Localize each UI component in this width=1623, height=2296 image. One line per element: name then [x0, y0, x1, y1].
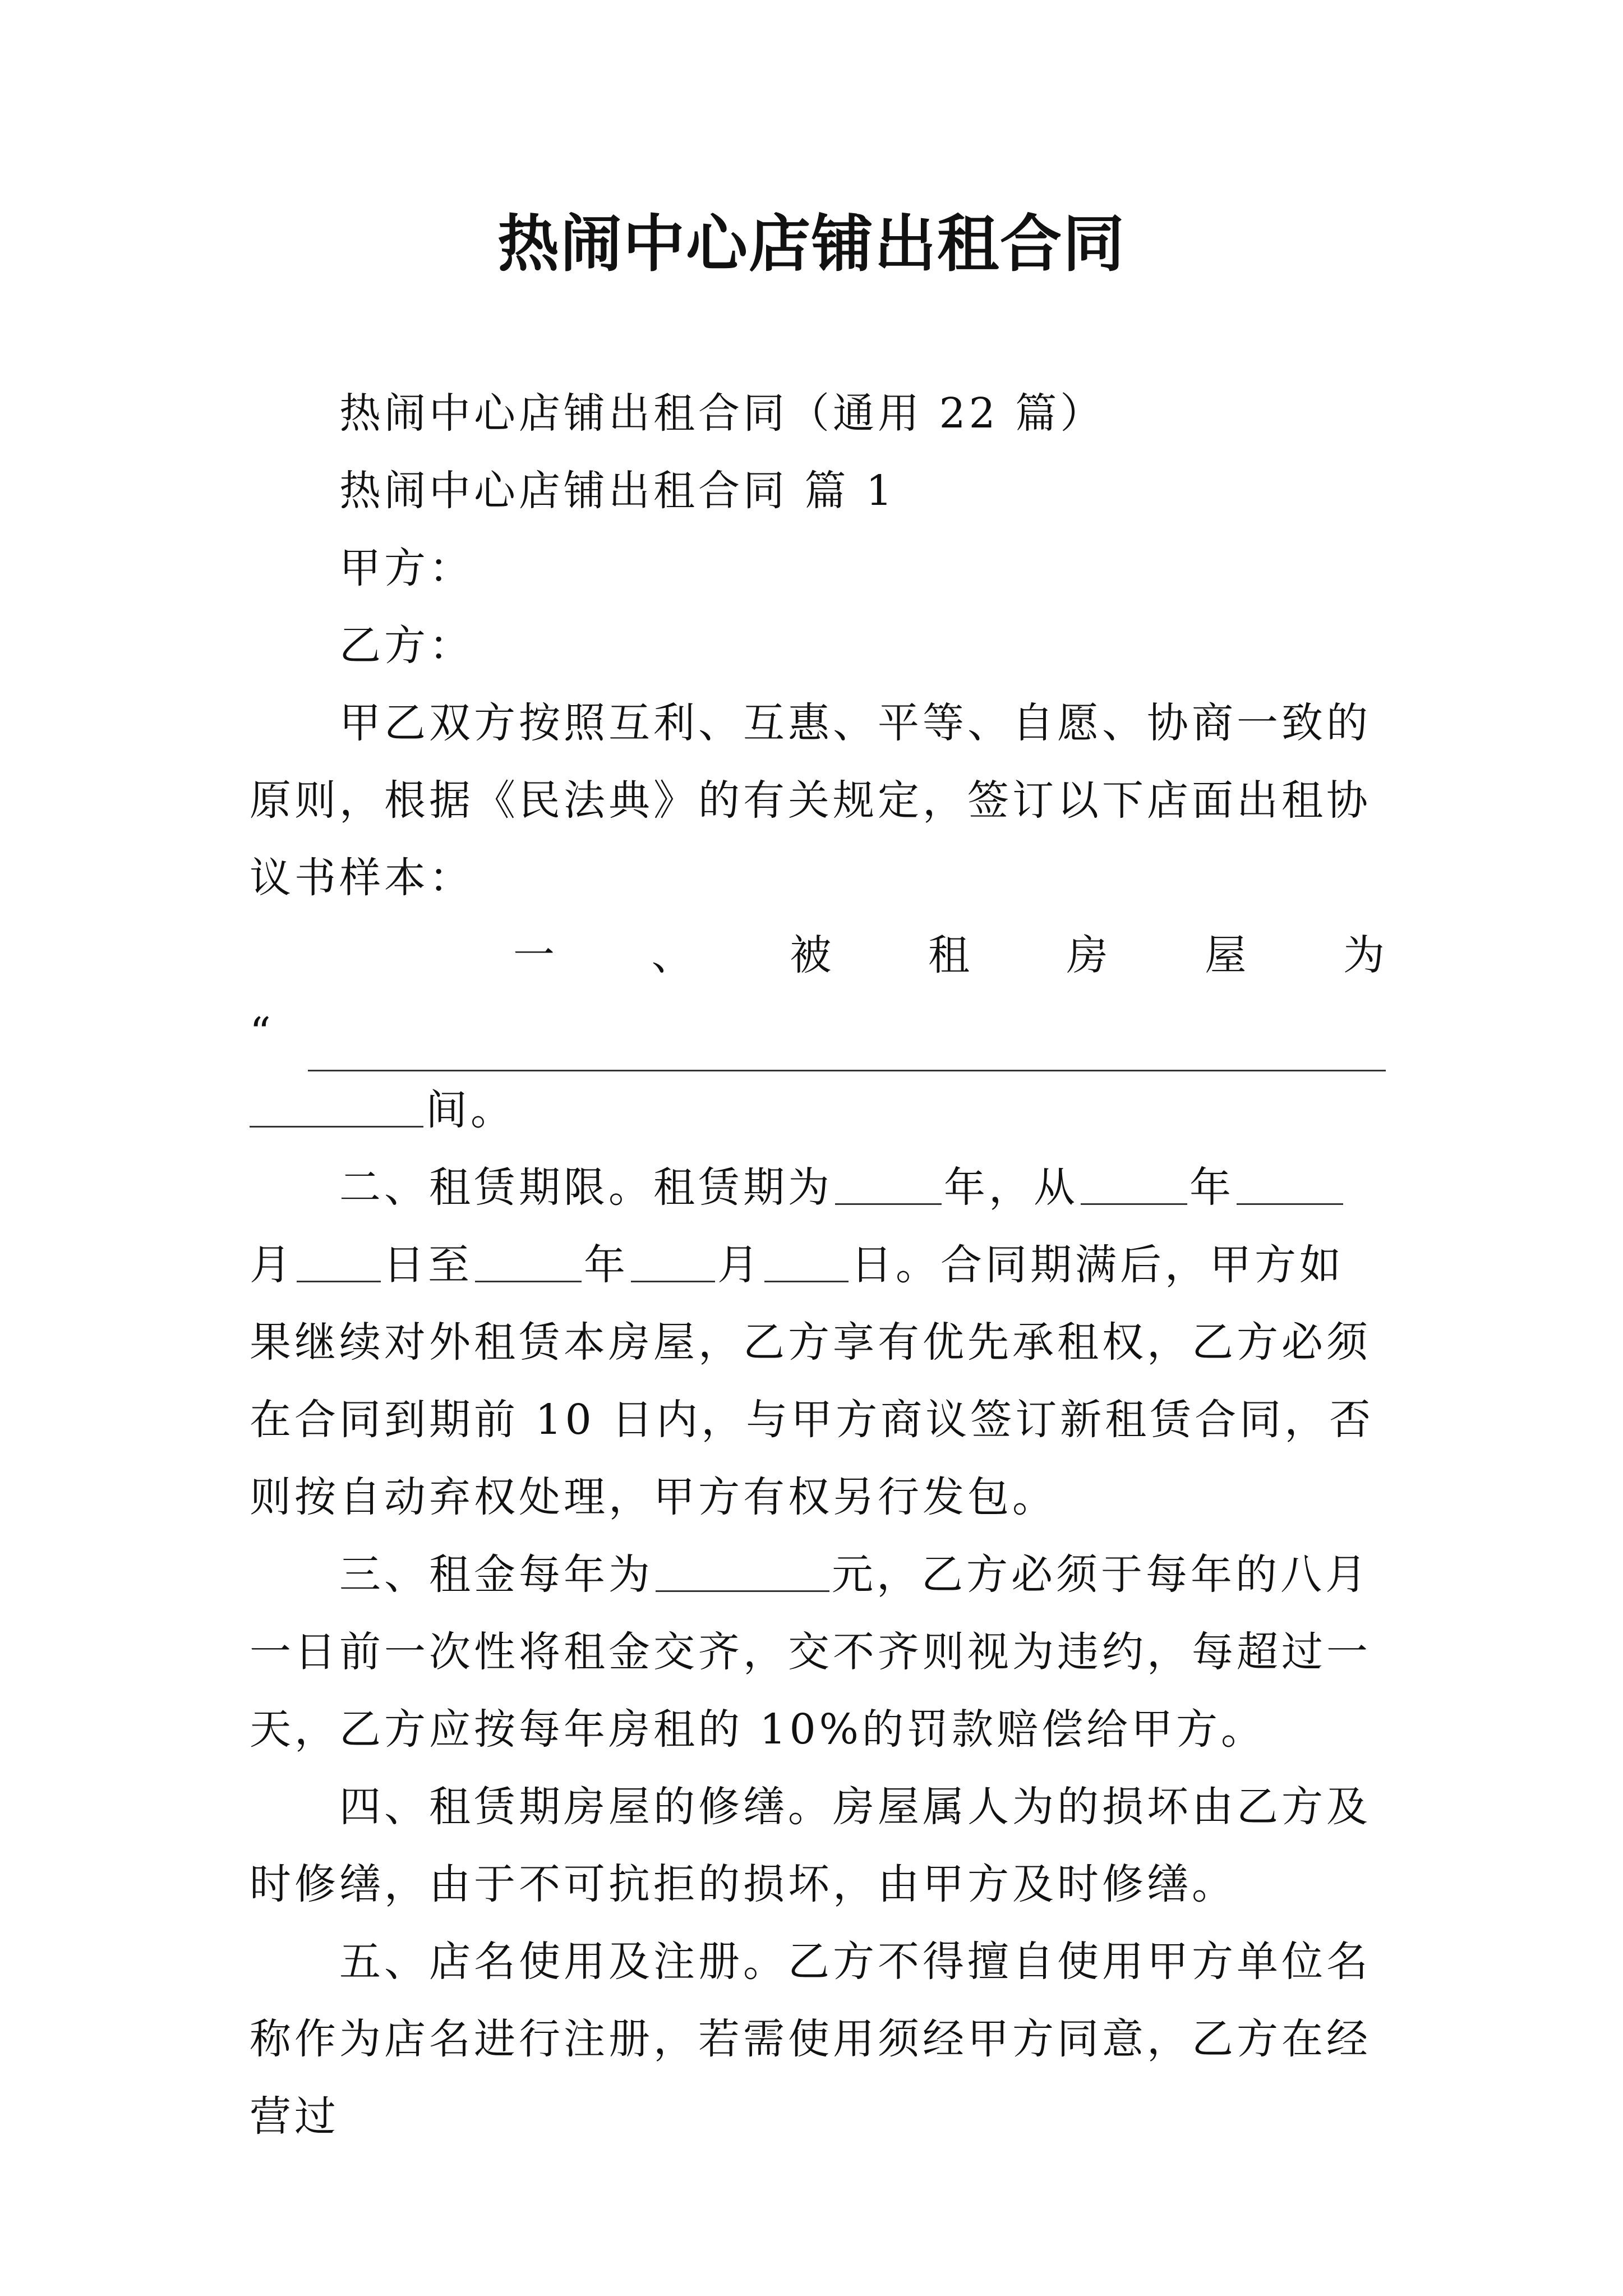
- clause-1-tail: 间。: [426, 1086, 515, 1134]
- clause-5: 五、店名使用及注册。乙方不得擅自使用甲方单位名称作为店名进行注册，若需使用须经甲方同意，乙方在经营过: [250, 1938, 1371, 2141]
- clause-3-blank-rent: [656, 1549, 829, 1592]
- clause-2: [250, 1149, 1388, 1536]
- party-a-label: 甲方：: [339, 544, 474, 592]
- clause-1-quote-mark: “: [250, 1009, 274, 1057]
- clause-3: [250, 1536, 1388, 1768]
- clause-1-tail-line: [250, 1071, 1388, 1149]
- clause-2-text-7: 月: [717, 1241, 762, 1289]
- clause-1-blank-count: [250, 1084, 423, 1128]
- section-heading: 热闹中心店铺出租合同 篇 1: [339, 467, 896, 515]
- clause-3-text-2: 元，乙方必须于每年的八月一日前一次性将租金交齐，交不齐则视为违约，每超过一天，乙方应按每年房租的 10%的罚款赔偿给甲方。: [250, 1550, 1371, 1754]
- clause-2-text-3: 年: [1189, 1163, 1234, 1212]
- clause-2-text-6: 年: [584, 1241, 629, 1289]
- party-b-label: 乙方：: [339, 622, 474, 670]
- clause-2-blank-end-year: [475, 1239, 582, 1282]
- document-title: 热闹中心店铺出租合同: [497, 208, 1126, 280]
- clause-2-text-8: 日。合同期满后，甲方如果继续对外租赁本房屋，乙方享有优先承租权，乙方必须在合同到期前 10 日内，与甲方商议签订新租赁合同，否则按自动弃权处理，甲方有权另行发包。: [250, 1241, 1375, 1521]
- clause-2-text-4: 月: [250, 1241, 294, 1289]
- clause-2-text-5: 日至: [383, 1241, 473, 1289]
- clause-2-blank-start-year: [1081, 1162, 1187, 1205]
- document-subtitle: 热闹中心店铺出租合同（通用 22 篇）: [339, 389, 1105, 438]
- document-body: [250, 375, 1388, 2155]
- clause-1-quote-line: [250, 994, 1388, 1071]
- intro-paragraph: 甲乙双方按照互利、互惠、平等、自愿、协商一致的原则，根据《民法典》的有关规定，签订以下店面出租协议书样本：: [250, 699, 1371, 902]
- clause-2-blank-start-month: [1237, 1162, 1343, 1205]
- clause-4: 四、租赁期房屋的修缮。房屋属人为的损坏由乙方及时修缮，由于不可抗拒的损坏，由甲方及时修缮。: [250, 1783, 1371, 1908]
- clause-3-text-1: 三、租金每年为: [339, 1550, 653, 1599]
- clause-2-blank-years: [835, 1162, 942, 1205]
- clause-2-blank-end-day: [764, 1239, 849, 1282]
- clause-2-blank-end-month: [631, 1239, 715, 1282]
- clause-2-blank-start-day: [297, 1239, 381, 1282]
- clause-2-text-2: 年，从: [944, 1163, 1078, 1212]
- clause-2-text-1: 二、租赁期限。租赁期为: [339, 1163, 833, 1212]
- clause-1: [250, 917, 1388, 1149]
- clause-1-lead: 一、被租房屋为: [513, 931, 1388, 979]
- clause-1-blank-long: [308, 1028, 1386, 1071]
